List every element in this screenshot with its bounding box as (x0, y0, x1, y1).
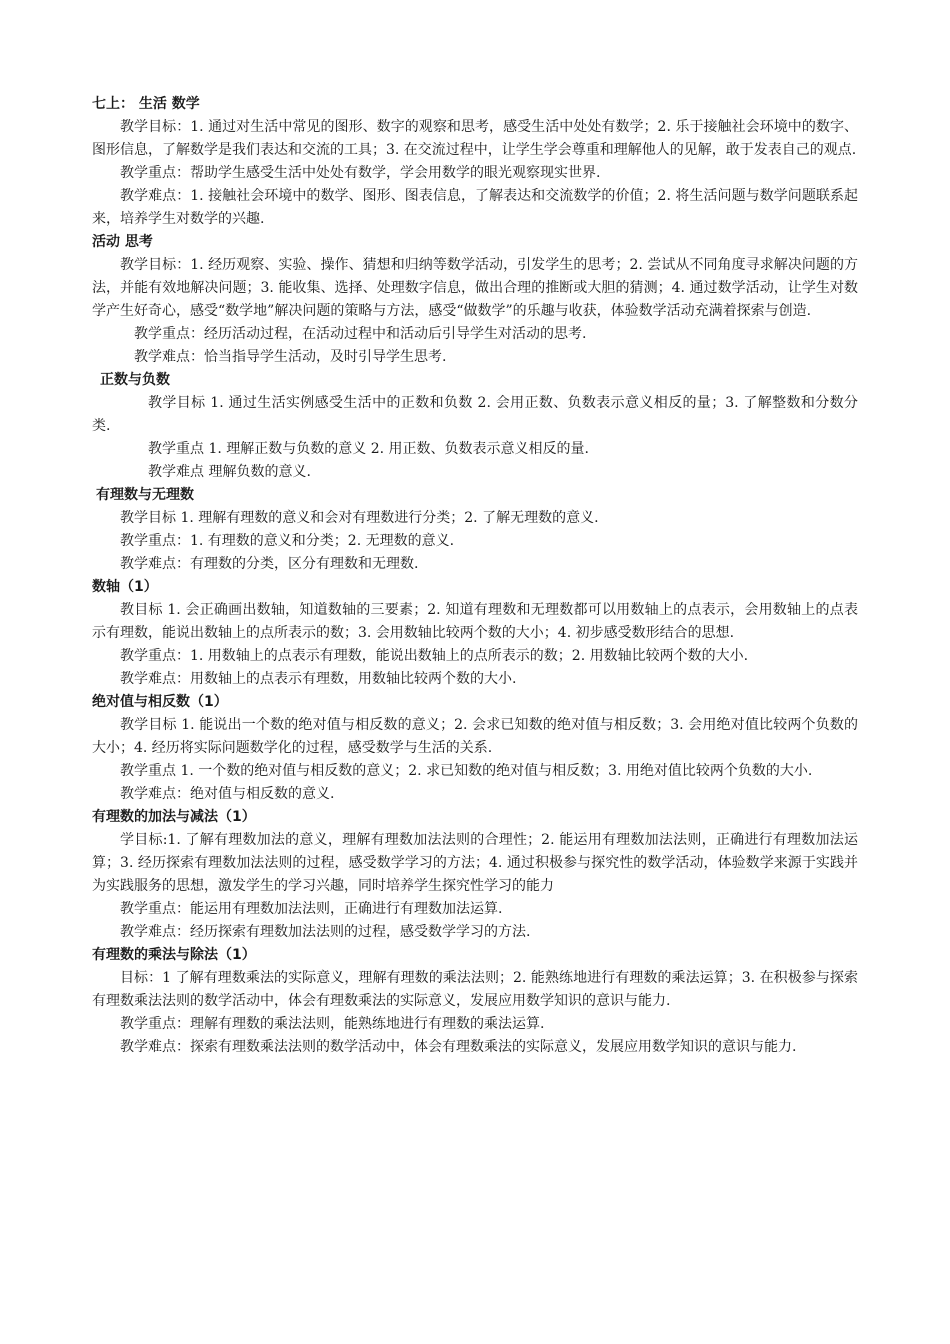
teaching-goal: 教目标 1. 会正确画出数轴，知道数轴的三要素；2. 知道有理数和无理数都可以用数轴上的点表示，会用数轴上的点表示有理数，能说出数轴上的点所表示的数；3. 会用数轴比较两个数的大小；4. 初步感受数形结合的思想. (92, 602, 858, 641)
section-rational-irrational (92, 484, 858, 576)
section-life-math (92, 93, 858, 231)
section-addition-subtraction (92, 806, 858, 944)
section-heading: 绝对值与相反数（1） (92, 694, 228, 710)
teaching-key-point: 教学重点：1. 用数轴上的点表示有理数，能说出数轴上的点所表示的数；2. 用数轴比较两个数的大小. (120, 648, 749, 664)
section-number-line (92, 576, 858, 691)
section-activity-thinking (92, 231, 858, 369)
section-heading: 七上： 生活 数学 (92, 96, 200, 112)
section-heading: 有理数的乘法与除法（1） (92, 947, 256, 963)
teaching-difficulty: 教学难点：恰当指导学生活动，及时引导学生思考. (134, 349, 447, 365)
teaching-key-point: 教学重点：1. 有理数的意义和分类；2. 无理数的意义. (120, 533, 455, 549)
section-positive-negative (92, 369, 858, 484)
teaching-difficulty: 教学难点：1. 接触社会环境中的数学、图形、图表信息，了解表达和交流数学的价值；2. 将生活问题与数学问题联系起来，培养学生对数学的兴趣. (92, 188, 858, 227)
teaching-difficulty: 教学难点：绝对值与相反数的意义. (120, 786, 335, 802)
teaching-goal: 教学目标 1. 通过生活实例感受生活中的正数和负数 2. 会用正数、负数表示意义相反的量；3. 了解整数和分数分类. (92, 395, 858, 434)
teaching-key-point: 教学重点：帮助学生感受生活中处处有数学，学会用数学的眼光观察现实世界. (120, 165, 601, 181)
teaching-goal: 目标：1 了解有理数乘法的实际意义，理解有理数的乘法法则；2. 能熟练地进行有理数的乘法运算；3. 在积极参与探索有理数乘法法则的数学活动中，体会有理数乘法的实际意义，发展应用数学知识的意识与能力. (92, 970, 858, 1009)
section-absolute-opposite (92, 691, 858, 806)
section-heading: 有理数的加法与减法（1） (92, 809, 256, 825)
section-heading: 数轴（1） (92, 579, 158, 595)
teaching-goal: 教学目标：1. 经历观察、实验、操作、猜想和归纳等数学活动，引发学生的思考；2. 尝试从不同角度寻求解决问题的方法，并能有效地解决问题；3. 能收集、选择、处理数字信息，做出合理的推断或大胆的猜测；4. 通过数学活动，让学生对数学产生好奇心，感受“数学地”解决问题的策略与方法，感受“做数学”的乐趣与收获，体验数学活动充满着探索与创造. (92, 257, 858, 319)
section-heading: 正数与负数 (100, 372, 170, 388)
teaching-difficulty: 教学难点 理解负数的意义. (148, 464, 311, 480)
section-multiplication-division (92, 944, 858, 1059)
teaching-difficulty: 教学难点：用数轴上的点表示有理数，用数轴比较两个数的大小. (120, 671, 517, 687)
teaching-difficulty: 教学难点：经历探索有理数加法法则的过程，感受数学学习的方法. (120, 924, 531, 940)
teaching-difficulty: 教学难点：有理数的分类，区分有理数和无理数. (120, 556, 419, 572)
teaching-goal: 教学目标：1. 通过对生活中常见的图形、数字的观察和思考，感受生活中处处有数学；2. 乐于接触社会环境中的数字、图形信息，了解数学是我们表达和交流的工具；3. 在交流过程中，让学生学会尊重和理解他人的见解，敢于发表自己的观点. (92, 119, 858, 158)
document-page (92, 93, 858, 1059)
teaching-key-point: 教学重点：能运用有理数加法法则，正确进行有理数加法运算. (120, 901, 503, 917)
teaching-difficulty: 教学难点：探索有理数乘法法则的数学活动中，体会有理数乘法的实际意义，发展应用数学知识的意识与能力. (120, 1039, 797, 1055)
teaching-goal: 教学目标 1. 理解有理数的意义和会对有理数进行分类；2. 了解无理数的意义. (120, 510, 599, 526)
teaching-key-point: 教学重点：经历活动过程，在活动过程中和活动后引导学生对活动的思考. (134, 326, 587, 342)
teaching-key-point: 教学重点 1. 理解正数与负数的意义 2. 用正数、负数表示意义相反的量. (148, 441, 589, 457)
teaching-key-point: 教学重点 1. 一个数的绝对值与相反数的意义；2. 求已知数的绝对值与相反数；3. 用绝对值比较两个负数的大小. (120, 763, 813, 779)
teaching-key-point: 教学重点：理解有理数的乘法法则，能熟练地进行有理数的乘法运算. (120, 1016, 545, 1032)
section-heading: 活动 思考 (92, 234, 153, 250)
section-heading: 有理数与无理数 (96, 487, 194, 503)
teaching-goal: 学目标:1. 了解有理数加法的意义，理解有理数加法法则的合理性；2. 能运用有理数加法法则，正确进行有理数加法运算；3. 经历探索有理数加法法则的过程，感受数学学习的方法；4. 通过积极参与探究性的数学活动，体验数学来源于实践并为实践服务的思想，激发学生的学习兴趣，同时培养学生探究性学习的能力 (92, 832, 858, 894)
teaching-goal: 教学目标 1. 能说出一个数的绝对值与相反数的意义；2. 会求已知数的绝对值与相反数；3. 会用绝对值比较两个负数的大小；4. 经历将实际问题数学化的过程，感受数学与生活的关系. (92, 717, 858, 756)
